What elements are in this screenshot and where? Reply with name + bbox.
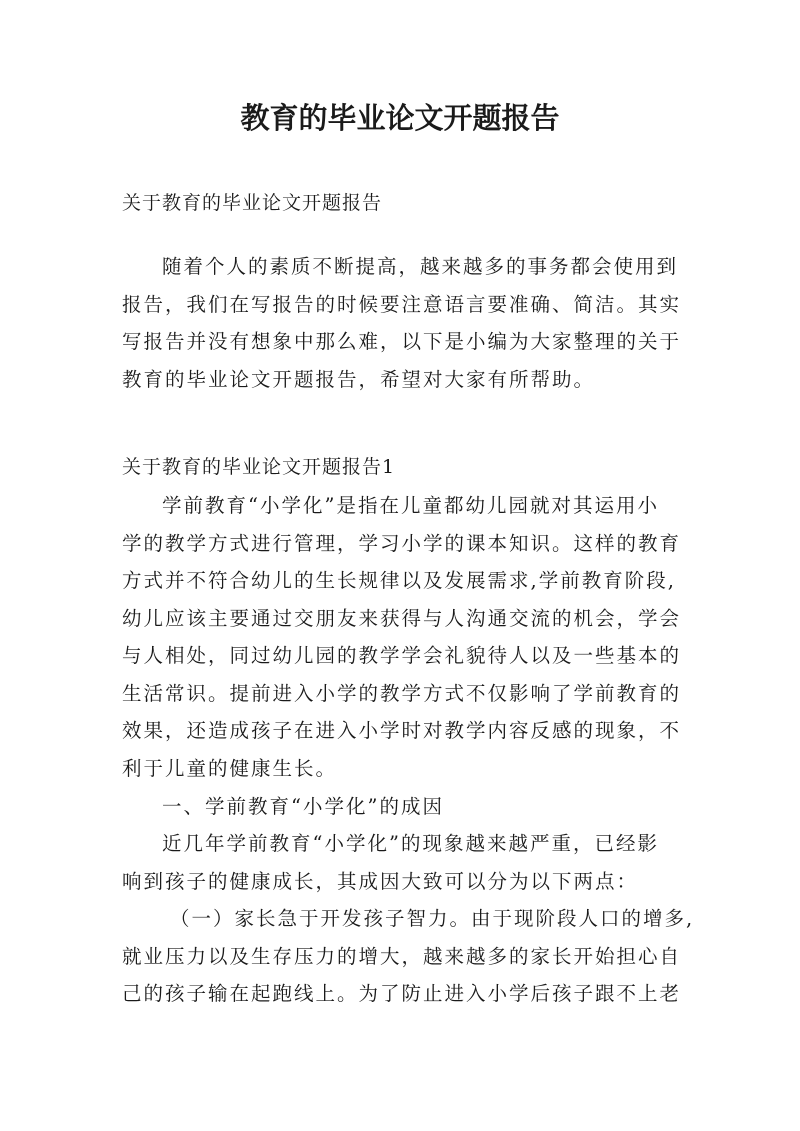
point-line: 己的孩子输在起跑线上。为了防止进入小学后孩子跟不上老 xyxy=(122,982,682,1005)
body-line: 与人相处，同过幼儿园的教学学会礼貌待人以及一些基本的 xyxy=(122,644,682,667)
intro-line: 教育的毕业论文开题报告，希望对大家有所帮助。 xyxy=(122,367,596,391)
intro-paragraph xyxy=(122,248,682,398)
cause-line: 响到孩子的健康成长，其成因大致可以分为以下两点： xyxy=(122,869,639,893)
intro-line: 随着个人的素质不断提高，越来越多的事务都会使用到 xyxy=(162,255,679,278)
intro-line: 写报告并没有想象中那么难，以下是小编为大家整理的关于 xyxy=(122,330,682,353)
body-line: 幼儿应该主要通过交朋友来获得与人沟通交流的机会，学会 xyxy=(122,606,682,630)
cause-line: 近几年学前教育“小学化”的现象越来越严重，已经影 xyxy=(162,832,659,855)
body-line: 利于儿童的健康生长。 xyxy=(122,756,338,780)
body-line: 学前教育“小学化”是指在儿童都幼儿园就对其运用小 xyxy=(162,494,659,517)
body-paragraph xyxy=(122,487,682,787)
intro-line: 报告，我们在写报告的时候要注意语言要准确、简洁。其实 xyxy=(122,292,682,316)
body-line: 学的教学方式进行管理，学习小学的课本知识。这样的教育 xyxy=(122,531,682,555)
body-line: 方式并不符合幼儿的生长规律以及发展需求,学前教育阶段, xyxy=(122,569,676,592)
point-line: 就业压力以及生存压力的增大，越来越多的家长开始担心自 xyxy=(122,944,682,968)
body-line: 效果，还造成孩子在进入小学时对教学内容反感的现象，不 xyxy=(122,719,682,742)
cause-heading: 一、学前教育“小学化”的成因 xyxy=(162,795,444,818)
cause-paragraph xyxy=(122,825,682,900)
point-paragraph xyxy=(122,900,695,1013)
document-title: 教育的毕业论文开题报告 xyxy=(240,101,560,135)
document-subtitle: 关于教育的毕业论文开题报告 xyxy=(122,192,383,214)
body-line: 生活常识。提前进入小学的教学方式不仅影响了学前教育的 xyxy=(122,681,682,705)
point-line: （一）家长急于开发孩子智力。由于现阶段人口的增多, xyxy=(170,907,695,930)
section-title: 关于教育的毕业论文开题报告1 xyxy=(122,456,396,478)
